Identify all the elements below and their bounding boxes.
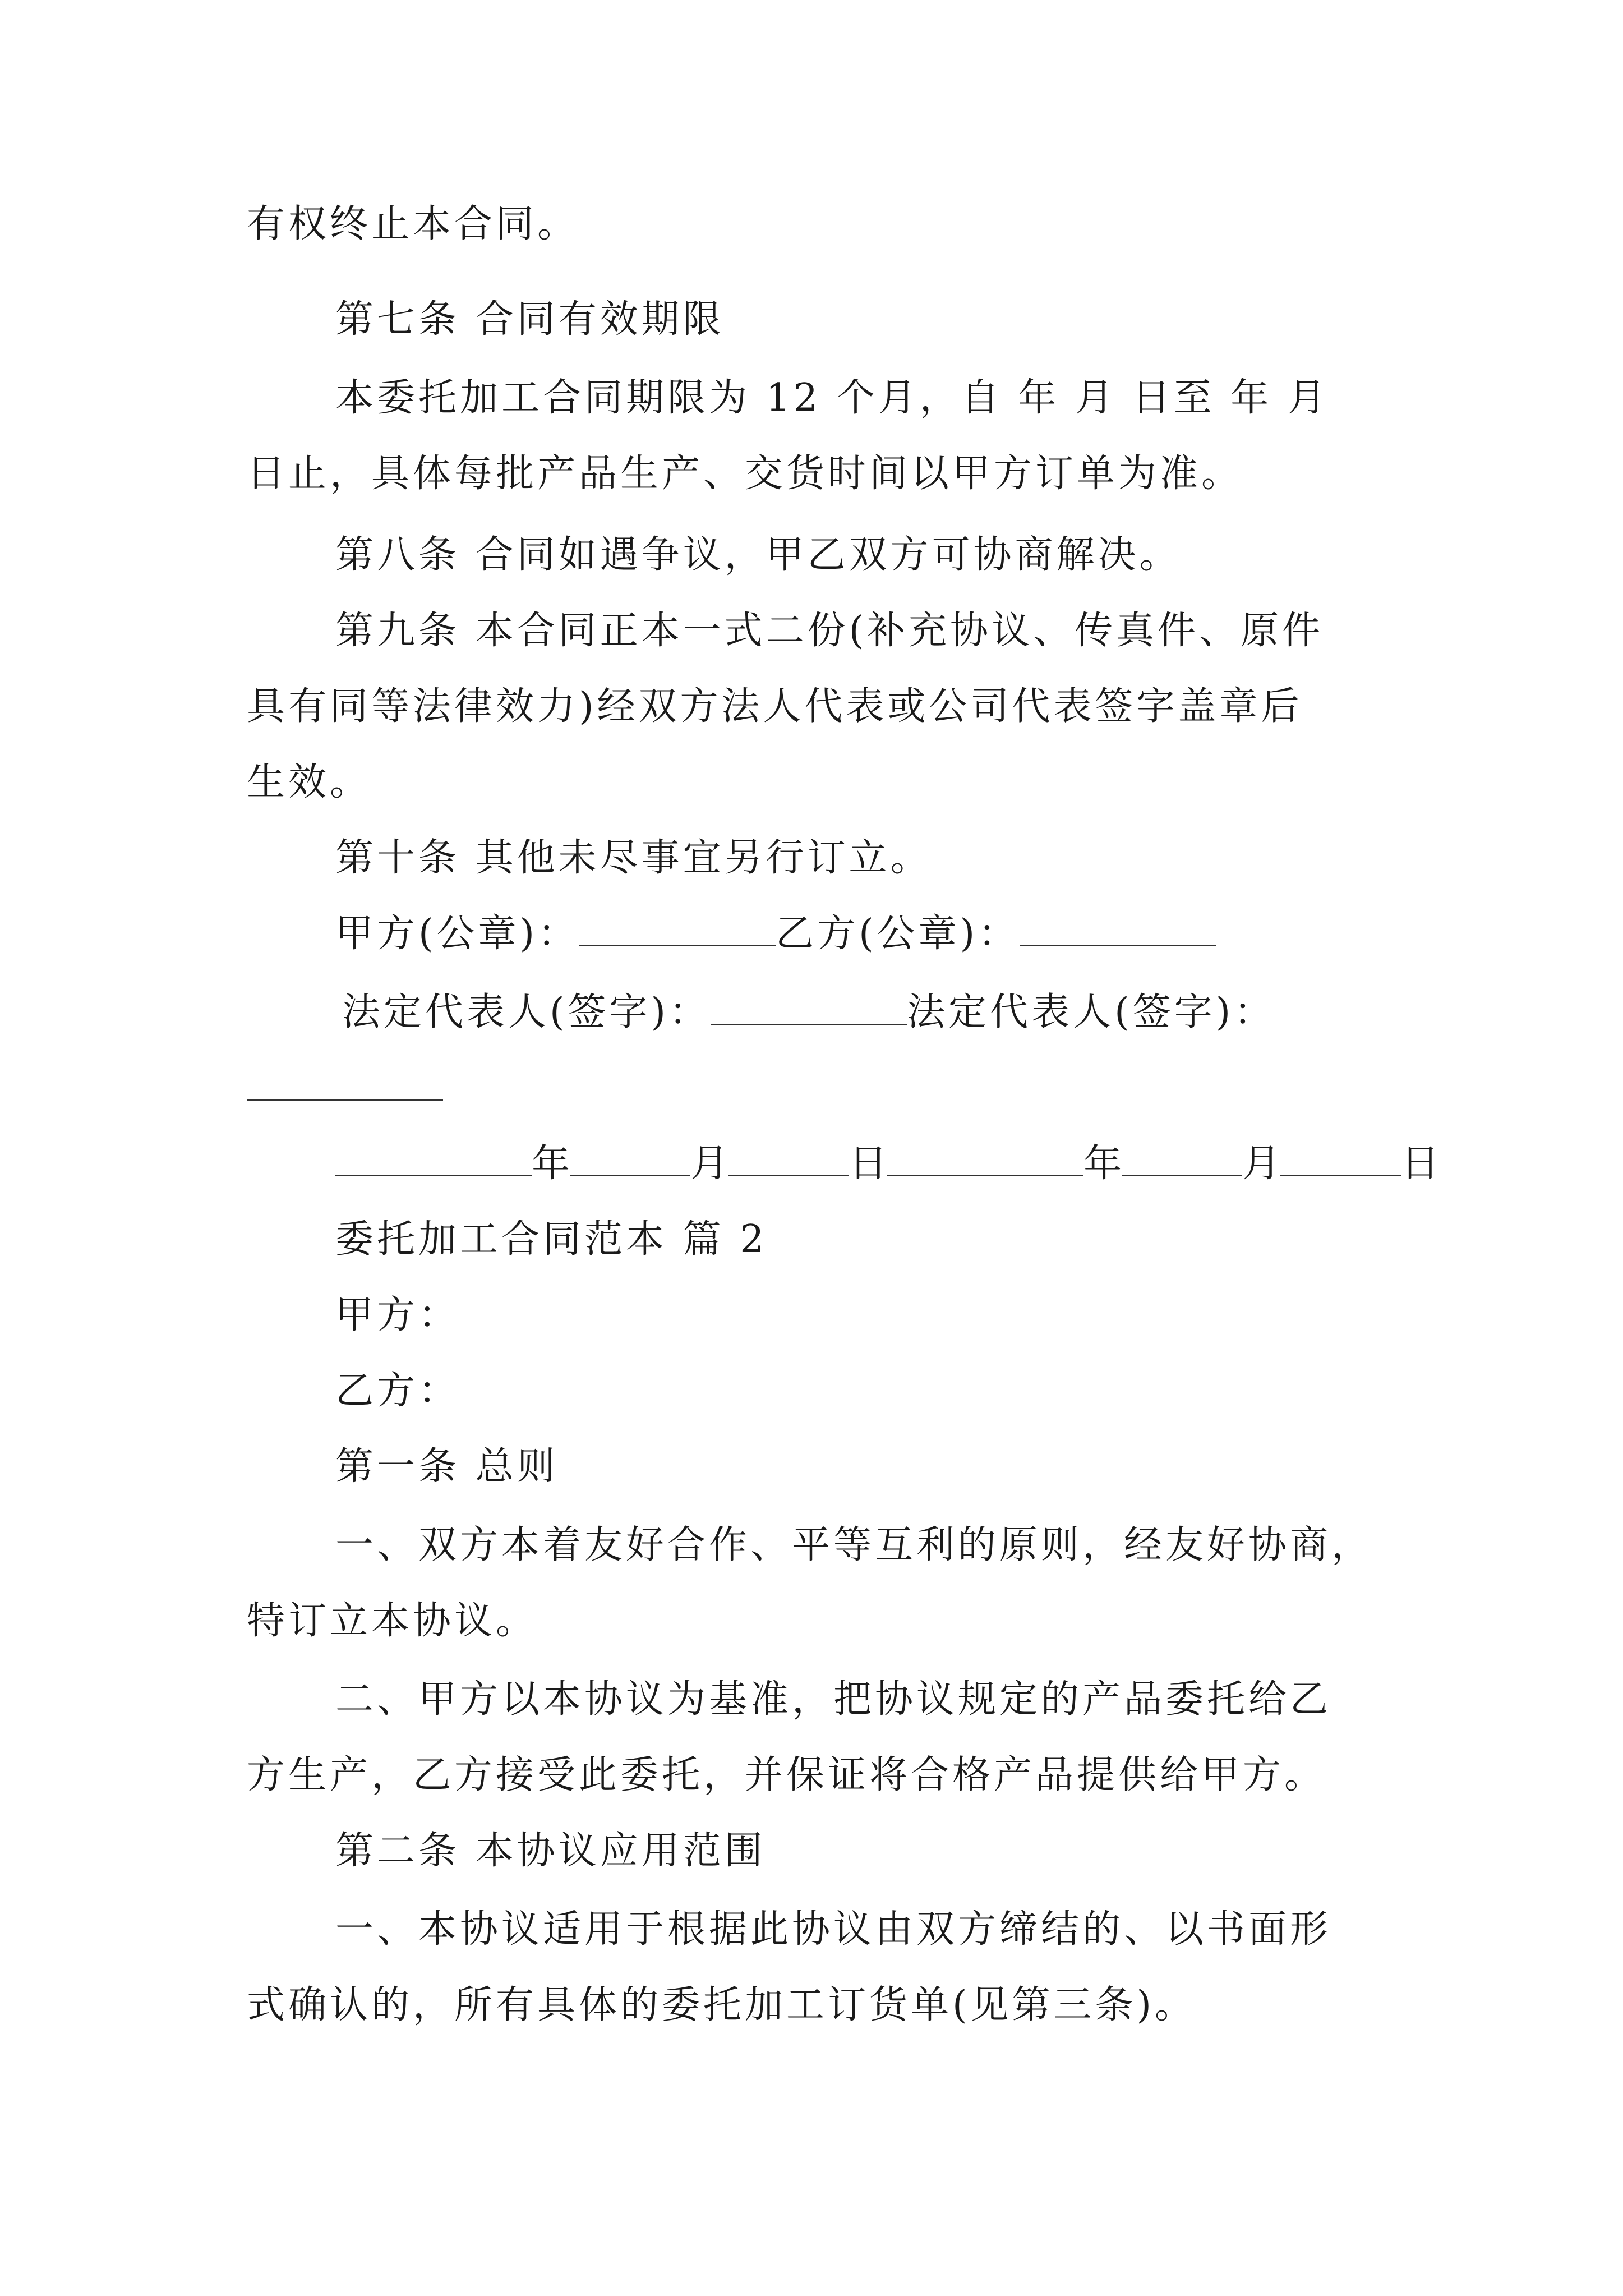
rep-b-line: [247, 1063, 443, 1114]
paragraph-line: 式确认的，所有具体的委托加工订货单(见第三条)。: [247, 1983, 1197, 2027]
rep-a-blank: [711, 991, 907, 1025]
month-blank-a: [570, 1143, 690, 1176]
party-a-seal-blank: [579, 913, 776, 946]
rep-a-label: 法定代表人(签字)：: [342, 990, 711, 1034]
article-7-title: 第七条 合同有效期限: [335, 297, 725, 342]
day-label: 日: [1401, 1142, 1440, 1186]
year-blank-a: [335, 1143, 532, 1176]
paragraph-line: 特订立本协议。: [247, 1599, 538, 1643]
article-1-title: 第一条 总则: [335, 1444, 559, 1489]
day-blank-a: [728, 1143, 849, 1176]
month-label: 月: [1242, 1142, 1281, 1186]
month-label: 月: [690, 1142, 729, 1186]
party-a-label: 甲方：: [335, 1293, 460, 1337]
year-label: 年: [532, 1142, 570, 1186]
paragraph-line: 一、本协议适用于根据此协议由双方缔结的、以书面形: [335, 1907, 1332, 1952]
year-blank-b: [887, 1143, 1083, 1176]
paragraph-line: 方生产，乙方接受此委托，并保证将合格产品提供给甲方。: [247, 1753, 1326, 1797]
article-9-line: 第九条 本合同正本一式二份(补充协议、传真件、原件: [335, 609, 1324, 653]
rep-b-blank: [247, 1067, 443, 1101]
day-label: 日: [849, 1142, 888, 1186]
representative-line: [342, 987, 1275, 1038]
article-10-line: 第十条 其他未尽事宜另行订立。: [335, 836, 932, 880]
paragraph-line: 日止，具体每批产品生产、交货时间以甲方订单为准。: [247, 452, 1243, 496]
section-heading: 委托加工合同范本 篇 2: [335, 1217, 768, 1262]
party-b-seal-blank: [1020, 913, 1216, 946]
party-b-label: 乙方：: [335, 1369, 460, 1413]
paragraph-line: 二、甲方以本协议为基准，把协议规定的产品委托给乙: [335, 1677, 1332, 1722]
article-8-line: 第八条 合同如遇争议，甲乙双方可协商解决。: [335, 533, 1181, 577]
day-blank-b: [1280, 1143, 1401, 1176]
month-blank-b: [1122, 1143, 1242, 1176]
date-line: [335, 1139, 1439, 1189]
article-2-title: 第二条 本协议应用范围: [335, 1829, 766, 1873]
seal-line: [335, 909, 1216, 959]
paragraph-line: 具有同等法律效力)经双方法人代表或公司代表签字盖章后: [247, 684, 1303, 729]
paragraph-line: 有权终止本合同。: [247, 202, 579, 246]
party-a-seal-label: 甲方(公章)：: [335, 912, 580, 956]
paragraph-line: 一、双方本着友好合作、平等互利的原则，经友好协商，: [335, 1523, 1373, 1567]
paragraph-line: 生效。: [247, 760, 372, 804]
rep-b-label: 法定代表人(签字)：: [907, 990, 1276, 1034]
year-label: 年: [1083, 1142, 1122, 1186]
party-b-seal-label: 乙方(公章)：: [776, 912, 1020, 956]
paragraph-line: 本委托加工合同期限为 12 个月，自 年 月 日至 年 月: [335, 376, 1329, 420]
